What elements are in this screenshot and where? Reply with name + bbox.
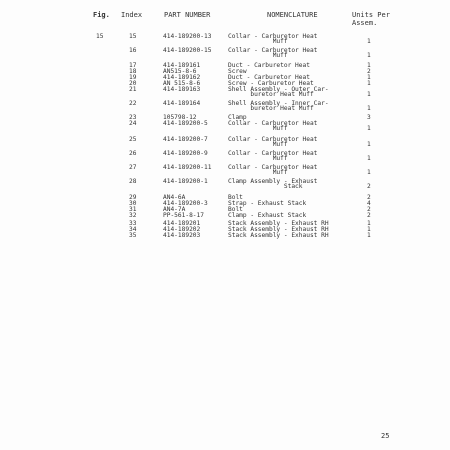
row-nomenclature: Duct - Carburetor Heat (228, 74, 310, 81)
row-nomenclature: Collar - Carburetor Heat Muff (228, 120, 318, 133)
row-index: 16 (129, 47, 137, 54)
row-units: 1 (367, 169, 371, 177)
row-units: 1 (367, 80, 371, 87)
row-part-number: AN 515-8-6 (163, 80, 201, 87)
row-nomenclature: Stack Assembly - Exhaust RH (228, 226, 329, 233)
row-part-number: AN4-6A (163, 194, 186, 201)
header-units-per-assembly: Units Per Assem. (352, 11, 390, 27)
header-nomenclature: NOMENCLATURE (267, 11, 318, 19)
row-nomenclature: Clamp - Exhaust Stack (228, 212, 307, 219)
page-number: 25 (381, 432, 390, 440)
row-nomenclature: Screw (228, 68, 247, 75)
row-nomenclature: Collar - Carburetor Heat Muff (228, 33, 318, 46)
row-part-number: 414-189201 (163, 220, 201, 227)
row-units: 1 (367, 91, 371, 99)
row-index: 24 (129, 120, 137, 127)
row-part-number: 414-189164 (163, 100, 201, 107)
row-units: 2 (367, 212, 371, 219)
row-index: 28 (129, 178, 137, 185)
row-nomenclature: Clamp Assembly - Exhaust Stack (228, 178, 318, 191)
row-part-number: 414-189162 (163, 74, 201, 81)
row-nomenclature: Strap - Exhaust Stack (228, 200, 307, 207)
row-nomenclature: Screw - Carburetor Heat (228, 80, 314, 87)
header-fig: Fig. (93, 11, 110, 19)
row-units: 1 (367, 105, 371, 113)
table-row (0, 233, 450, 257)
row-units: 1 (367, 52, 371, 60)
row-part-number: AN4-7A (163, 206, 186, 213)
row-part-number: 414-189200-7 (163, 136, 208, 143)
row-nomenclature: Shell Assembly - Outer Car- buretor Heat Muff (228, 86, 329, 99)
header-part-number: PART NUMBER (164, 11, 211, 19)
row-index: 25 (129, 136, 137, 143)
row-units: 1 (367, 125, 371, 133)
row-units: 2 (367, 194, 371, 201)
row-nomenclature: Shell Assembly - Inner Car- buretor Heat Muff (228, 100, 329, 113)
row-fig: 15 (96, 33, 104, 40)
row-nomenclature: Stack Assembly - Exhaust RH (228, 220, 329, 227)
row-index: 20 (129, 80, 137, 87)
row-part-number: 414-189200-1 (163, 178, 208, 185)
row-part-number: 105798-12 (163, 114, 197, 121)
row-index: 27 (129, 164, 137, 171)
row-index: 15 (129, 33, 137, 40)
row-units: 1 (367, 74, 371, 81)
row-units: 1 (367, 141, 371, 149)
row-part-number: 414-189200-3 (163, 200, 208, 207)
row-part-number: 414-189200-11 (163, 164, 212, 171)
row-part-number: 414-189203 (163, 232, 201, 239)
row-index: 18 (129, 68, 137, 75)
row-part-number: 414-189202 (163, 226, 201, 233)
row-index: 17 (129, 62, 137, 69)
row-nomenclature: Bolt (228, 194, 243, 201)
row-units: 1 (367, 220, 371, 227)
row-nomenclature: Duct - Carburetor Heat (228, 62, 310, 69)
row-units: 1 (367, 226, 371, 233)
row-nomenclature: Clamp (228, 114, 247, 121)
row-index: 31 (129, 206, 137, 213)
row-part-number: 414-189163 (163, 86, 201, 93)
row-units: 2 (367, 183, 371, 191)
row-nomenclature: Stack Assembly - Exhaust RH (228, 232, 329, 239)
row-part-number: 414-189200-13 (163, 33, 212, 40)
row-index: 33 (129, 220, 137, 227)
row-units: 1 (367, 62, 371, 69)
row-part-number: 414-189200-5 (163, 120, 208, 127)
row-nomenclature: Bolt (228, 206, 243, 213)
header-index: Index (121, 11, 143, 19)
row-nomenclature: Collar - Carburetor Heat Muff (228, 150, 318, 163)
row-units: 1 (367, 155, 371, 163)
row-units: 1 (367, 38, 371, 46)
row-nomenclature: Collar - Carburetor Heat Muff (228, 164, 318, 177)
row-part-number: 414-189200-9 (163, 150, 208, 157)
row-nomenclature: Collar - Carburetor Heat Muff (228, 136, 318, 149)
row-part-number: 414-189200-15 (163, 47, 212, 54)
row-index: 21 (129, 86, 137, 93)
row-index: 26 (129, 150, 137, 157)
row-index: 35 (129, 232, 137, 239)
row-units: 1 (367, 232, 371, 239)
row-part-number: AN515-8-6 (163, 68, 197, 75)
row-index: 30 (129, 200, 137, 207)
row-nomenclature: Collar - Carburetor Heat Muff (228, 47, 318, 60)
row-index: 22 (129, 100, 137, 107)
row-index: 34 (129, 226, 137, 233)
row-part-number: PP-561-8-17 (163, 212, 204, 219)
row-index: 23 (129, 114, 137, 121)
row-units: 2 (367, 206, 371, 213)
row-units: 4 (367, 200, 371, 207)
row-units: 3 (367, 114, 371, 121)
row-part-number: 414-189161 (163, 62, 201, 69)
row-index: 29 (129, 194, 137, 201)
row-index: 32 (129, 212, 137, 219)
row-units: 2 (367, 68, 371, 75)
row-index: 19 (129, 74, 137, 81)
